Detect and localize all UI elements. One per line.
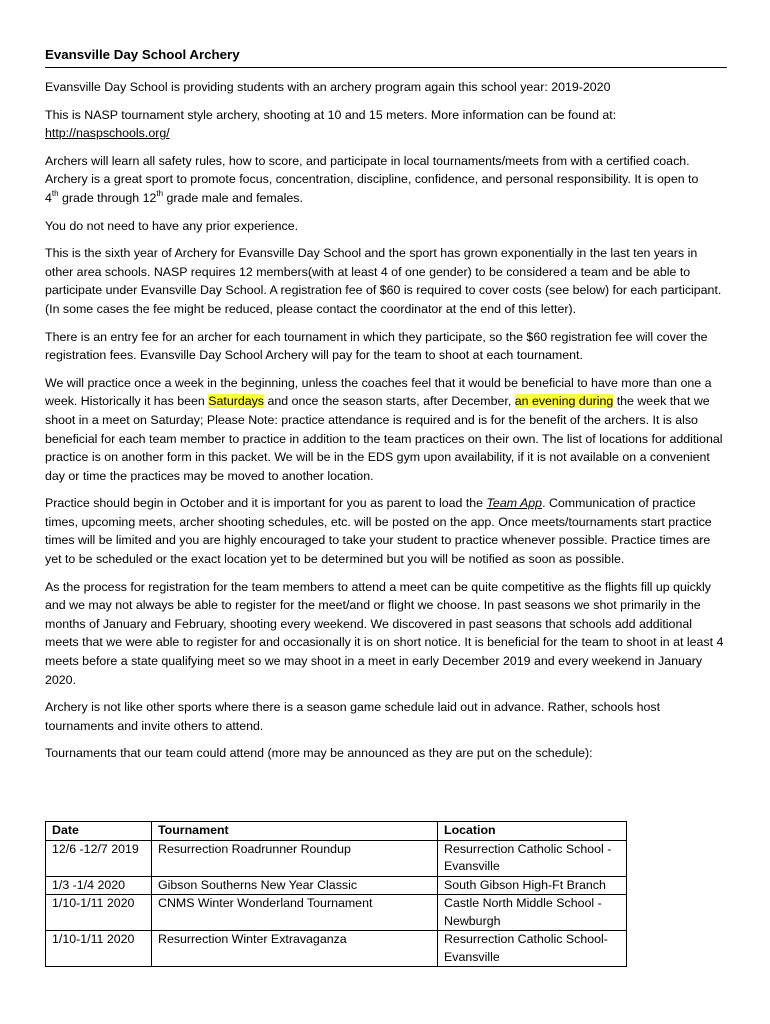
cell-date: 1/3 -1/4 2020 bbox=[46, 876, 152, 895]
cell-location: Castle North Middle School - Newburgh bbox=[438, 895, 627, 931]
document-body bbox=[45, 46, 727, 772]
header-date: Date bbox=[46, 822, 152, 841]
cell-tournament: Resurrection Winter Extravaganza bbox=[152, 931, 438, 967]
team-app-text-a: Practice should begin in October and it is important for you as parent to load the bbox=[45, 496, 487, 511]
cell-date: 1/10-1/11 2020 bbox=[46, 931, 152, 967]
tournaments-intro: Tournaments that our team could attend (more may be announced as they are put on the schedule): bbox=[45, 746, 593, 761]
header-tournament: Tournament bbox=[152, 822, 438, 841]
cell-tournament: Resurrection Roadrunner Roundup bbox=[152, 840, 438, 876]
grade-start: 4 bbox=[45, 190, 52, 205]
safety-paragraph bbox=[45, 152, 727, 208]
header-location: Location bbox=[438, 822, 627, 841]
cell-location: South Gibson High-Ft Branch bbox=[438, 876, 627, 895]
grade-end-suffix: th bbox=[156, 188, 164, 198]
history-paragraph: This is the sixth year of Archery for Evansville Day School and the sport has grown exponentially in the last ten years in other area schools. NASP requires 12 members(with at least 4 of one gender) to be considered a team and be able to participate under Evansville Day School. A registration fee of $60 is required to cover costs (see below) for each participant. (In some cases the fee might be reduced, please contact the coordinator at the end of this letter). bbox=[45, 246, 722, 316]
practice-schedule-paragraph bbox=[45, 374, 727, 486]
team-app-text-b: . Communication of practice times, upcoming meets, archer shooting schedules, etc. will be posted on the app. Once meets/tournaments start practice times will be limited and you are highly encouraged to take your student to practice whenever possible. Practice times are yet to be scheduled or the exact location yet to be determined but you will be notified as soon as possible. bbox=[45, 496, 712, 567]
experience-paragraph: You do not need to have any prior experience. bbox=[45, 218, 299, 233]
practice-text-a: We will practice once a week in the beginning, unless the coaches feel that it would be beneficial to have more than one a week. Historically it has been bbox=[45, 375, 712, 409]
grade-tail: grade male and females. bbox=[163, 190, 303, 205]
table-row bbox=[46, 840, 627, 876]
highlight-saturdays: Saturdays bbox=[208, 394, 265, 409]
grade-start-suffix: th bbox=[51, 188, 59, 198]
cell-date: 1/10-1/11 2020 bbox=[46, 895, 152, 931]
registration-paragraph: As the process for registration for the team members to attend a meet can be quite competitive as the flights fill up quickly and we may not always be able to register for the meet/and or flight we choose. In past seasons we shot primarily in the months of January and February, shooting every weekend. We discovered in past seasons that schools add additional meets that we were able to register for and occasionally it is on short notice. It is beneficial for the team to shoot in at least 4 meets before a state qualifying meet so we may shoot in a meet in early December 2019 and every weekend in January 2020. bbox=[45, 579, 724, 687]
practice-text-c: the week that we shoot in a meet on Saturday; Please Note: practice attendance is required and is for the benefit of the archers. It is also beneficial for each team member to practice in addition to the team practices on their own. The list of locations for additional practice is on another form in this packet. We will be in the EDS gym upon availability, if it is not available on a convenient day or time the practices may be moved to another location. bbox=[45, 394, 723, 483]
page-title: Evansville Day School Archery bbox=[45, 46, 727, 68]
nasp-text: This is NASP tournament style archery, shooting at 10 and 15 meters. More information can be found at: bbox=[45, 107, 617, 122]
highlight-evening: an evening during bbox=[514, 394, 614, 409]
cell-tournament: CNMS Winter Wonderland Tournament bbox=[152, 895, 438, 931]
intro-paragraph: Evansville Day School is providing students with an archery program again this school year: 2019-2020 bbox=[45, 80, 611, 94]
grade-end: 12 bbox=[142, 190, 157, 205]
table-row bbox=[46, 895, 627, 931]
grade-mid: grade through bbox=[58, 190, 143, 205]
cell-tournament: Gibson Southerns New Year Classic bbox=[152, 876, 438, 895]
cell-location: Resurrection Catholic School-Evansville bbox=[438, 931, 627, 967]
nasp-link[interactable]: http://naspschools.org/ bbox=[45, 126, 170, 141]
team-app-paragraph bbox=[45, 494, 727, 568]
tournament-table bbox=[45, 821, 627, 967]
season-paragraph: Archery is not like other sports where there is a season game schedule laid out in advance. Rather, schools host tournaments and invite others to attend. bbox=[45, 700, 661, 733]
practice-text-b: and once the season starts, after December, bbox=[264, 394, 515, 409]
team-app-link[interactable]: Team App bbox=[486, 496, 543, 511]
cell-date: 12/6 -12/7 2019 bbox=[46, 840, 152, 876]
table-header-row bbox=[46, 822, 627, 841]
nasp-paragraph bbox=[45, 106, 727, 143]
cell-location: Resurrection Catholic School - Evansville bbox=[438, 840, 627, 876]
fee-paragraph: There is an entry fee for an archer for each tournament in which they participate, so the $60 registration fee will cover the registration fees. Evansville Day School Archery will pay for the team to shoot at each tournament. bbox=[45, 329, 708, 363]
table-row bbox=[46, 876, 627, 895]
table-row bbox=[46, 931, 627, 967]
safety-text: Archers will learn all safety rules, how to score, and participate in local tournaments/meets from with a certified coach. Archery is a great sport to promote focus, concentration, discipline, confidence, and personal responsibility. It is open to bbox=[45, 153, 699, 187]
